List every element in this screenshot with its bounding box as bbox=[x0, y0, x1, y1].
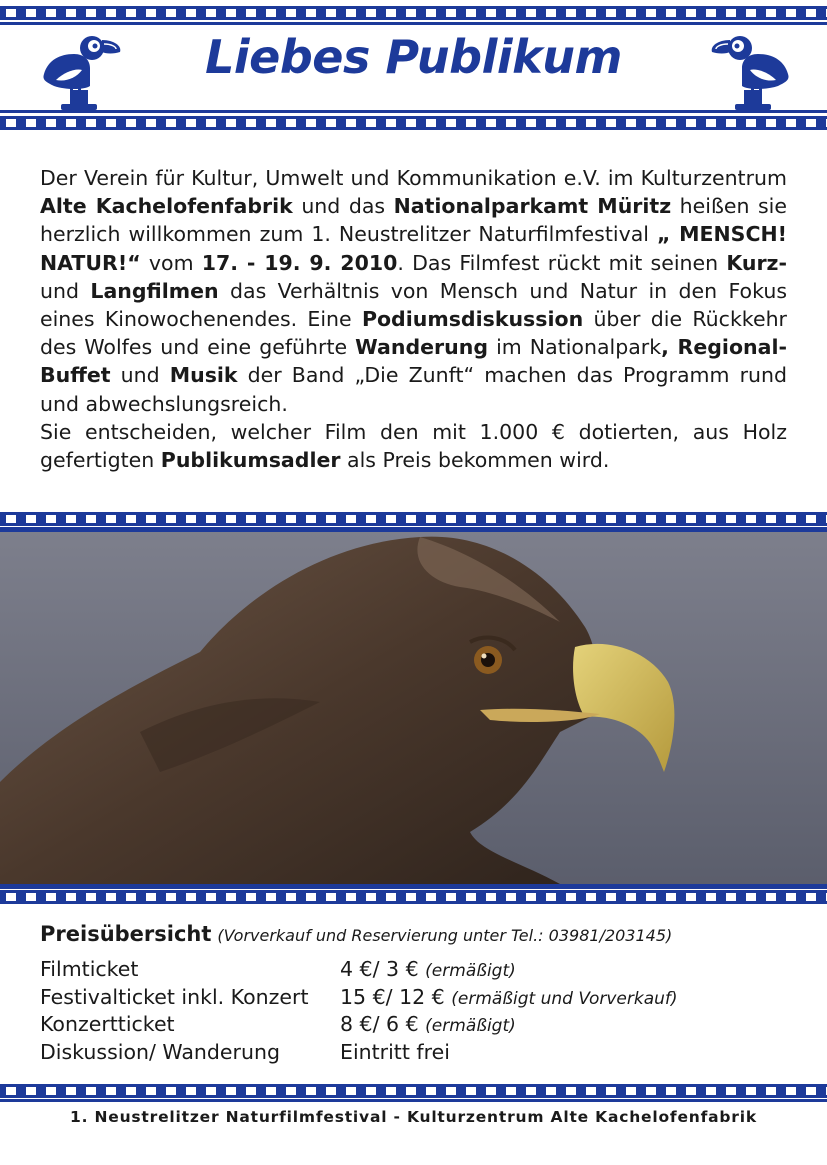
intro-bold-span: Podiumsdiskussion bbox=[361, 307, 584, 332]
intro-bold-span: Langfilmen bbox=[90, 278, 219, 303]
page-title: Liebes Publikum bbox=[205, 30, 622, 84]
intro-bold-span: Nationalparkamt Müritz bbox=[393, 194, 672, 219]
price-value: Eintritt frei bbox=[340, 1039, 450, 1064]
intro-text-span: vom bbox=[140, 250, 202, 275]
intro-text-span: im Nationalpark bbox=[488, 335, 662, 360]
price-row bbox=[40, 1011, 820, 1039]
intro-text bbox=[40, 164, 787, 474]
intro-text-span: das Verhältnis von Mensch und Natur in den Fokus eines Kinowochenendes. Eine bbox=[40, 278, 787, 332]
intro-bold-span: „ MENSCH! NATUR!“ bbox=[40, 222, 787, 275]
price-list bbox=[40, 956, 820, 1066]
intro-bold-span: Kurz- bbox=[726, 250, 787, 275]
intro-bold-span: Publikumsadler bbox=[160, 448, 341, 473]
price-reservation-note: (Vorverkauf und Reservierung unter Tel.: 03981/203145) bbox=[217, 926, 673, 945]
intro-text-span: Sie entscheiden, welcher Film den mit 1.000 € dotierten, aus Holz gefertigten bbox=[40, 419, 787, 473]
intro-bold-span: , Regional-Buffet bbox=[40, 335, 787, 388]
price-title: Preisübersicht bbox=[40, 922, 212, 946]
price-row bbox=[40, 956, 820, 984]
filmstrip-bottom-header bbox=[0, 116, 827, 130]
price-header bbox=[40, 922, 672, 946]
price-item-name: Filmticket bbox=[40, 957, 139, 981]
footer-text: 1. Neustrelitzer Naturfilmfestival - Kulturzentrum Alte Kachelofenfabrik bbox=[70, 1108, 757, 1126]
intro-text-span: . Das Filmfest rückt mit seinen bbox=[397, 250, 727, 275]
price-item-name: Festivalticket inkl. Konzert bbox=[40, 984, 309, 1009]
price-note: (ermäßigt und Vorverkauf) bbox=[451, 988, 678, 1009]
price-note: (ermäßigt) bbox=[425, 1016, 516, 1036]
intro-bold-span: Musik bbox=[169, 363, 238, 388]
price-item-name: Diskussion/ Wanderung bbox=[40, 1039, 280, 1064]
intro-text-span: der Band „Die Zunft“ machen das Programm rund und abwechslungsreich. bbox=[40, 363, 788, 416]
photo-rule-bottom bbox=[0, 884, 827, 889]
intro-text-span: und bbox=[40, 278, 91, 303]
intro-bold-span: Wanderung bbox=[355, 335, 489, 360]
intro-text-span: heißen sie herzlich willkommen zum 1. Neustrelitzer Naturfilmfestival bbox=[40, 194, 787, 247]
price-value: 15 €/ 12 € bbox=[340, 984, 445, 1009]
price-item-name: Konzertticket bbox=[40, 1012, 175, 1036]
intro-text-span: als Preis bekommen wird. bbox=[340, 448, 610, 473]
intro-bold-span: 17. - 19. 9. 2010 bbox=[201, 250, 398, 275]
intro-text-span: und das bbox=[292, 194, 394, 219]
price-row bbox=[40, 984, 820, 1012]
filmstrip-photo-top bbox=[0, 512, 827, 526]
price-row bbox=[40, 1039, 820, 1067]
intro-bold-span: Alte Kachelofenfabrik bbox=[40, 194, 293, 219]
header-rule-top bbox=[0, 22, 827, 25]
price-note: (ermäßigt) bbox=[425, 961, 516, 981]
intro-text-span: und bbox=[110, 363, 170, 388]
intro-text-span: Der Verein für Kultur, Umwelt und Kommunikation e.V. im Kulturzentrum bbox=[40, 166, 787, 190]
sea-eagle-photo bbox=[0, 532, 827, 884]
intro-text-span: über die Rückkehr des Wolfes und eine geführte bbox=[40, 307, 787, 360]
footer-rule bbox=[0, 1099, 827, 1102]
filmstrip-footer bbox=[0, 1084, 827, 1098]
filmstrip-top-header bbox=[0, 6, 827, 20]
price-value: 8 €/ 6 € bbox=[340, 1012, 419, 1036]
price-value: 4 €/ 3 € bbox=[340, 957, 419, 981]
filmstrip-photo-bottom bbox=[0, 890, 827, 904]
